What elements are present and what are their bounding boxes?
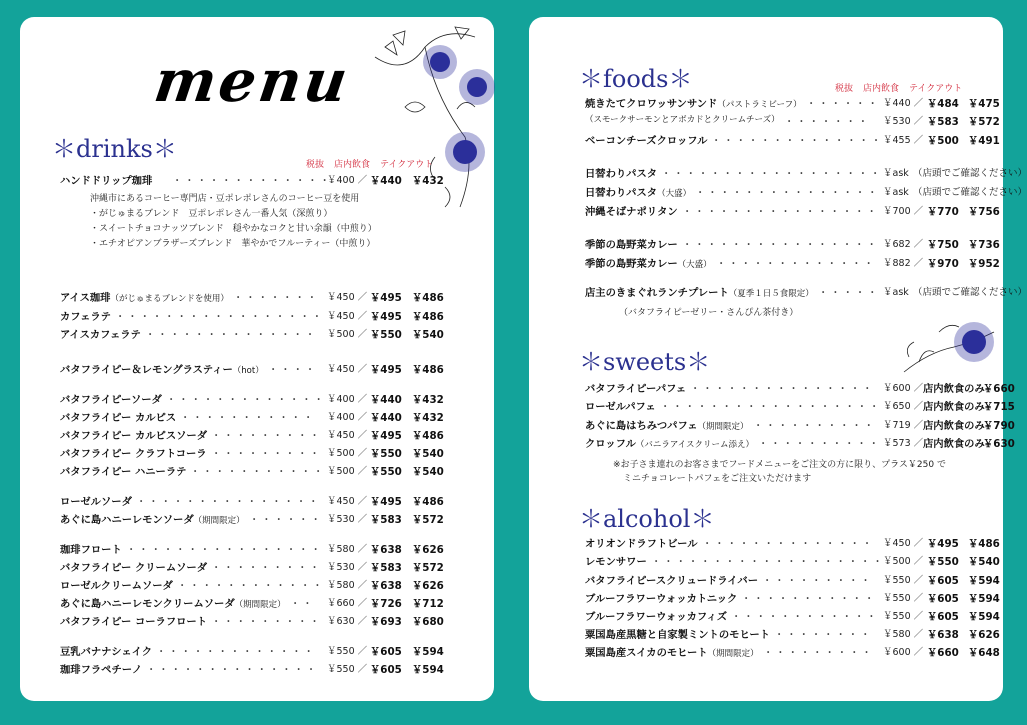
hand-drip-description: 沖縄市にあるコーヒー専門店・豆ポレポレさんのコーヒー豆を使用 ・がじゅまるブレンド 豆ポレポレさん一番人気（深煎り） ・スイートチョコナッツブレンド 穏やかなコクと甘い余韻（中煎り） ・エチオピアンブラザーズブレンド 華やかでフルーティー（中煎り） [90,194,377,249]
price-1: ￥450 ／ [883,538,924,549]
price-1: ￥550 ／ [883,593,924,604]
leader-dots: ・・・・・・・・・・・・・・ [145,329,318,341]
menu-item [585,95,1015,111]
drinks-heading: ＊drinks＊ [52,135,177,163]
price-3: ￥572 [412,562,444,574]
price-1: ￥ask [883,287,909,298]
leader-dots: ・・・・・・・・・ [762,575,873,587]
item-name: 珈琲フラペチーノ [60,664,143,676]
price-1: ￥719 ／ [883,420,924,431]
price-1: ￥530 ／ [327,514,368,525]
price-2: ￥550 [370,448,402,460]
price-3: ￥594 [968,611,1000,623]
price-2: ￥605 [927,575,959,587]
price-3: ￥626 [412,580,444,592]
price-3: ￥715 [983,401,1015,413]
price-1: ￥400 ／ [327,412,368,423]
item-name: 珈琲フロート [60,544,122,556]
menu-item [60,463,490,479]
item-name: バタフライピーパフェ [585,383,687,395]
menu-item [60,308,490,324]
leader-dots: ・・・・・・・・・・ [753,420,876,432]
item-note: （hot） [232,366,264,376]
leader-dots: ・・・・・・・・・・・・・・・・・・ [661,168,883,180]
leader-dots: ・・・・・・・・・・・・・・・・・・・ [651,556,885,568]
price-2: ￥726 [370,598,402,610]
menu-item [60,643,490,659]
price-column-headers: 税抜 店内飲食 テイクアウト [835,84,963,94]
item-note: （パストラミビーフ） [717,100,802,110]
menu-item [60,661,490,677]
leader-dots: ・・・・・・・ [784,116,871,128]
leader-dots: ・・・・・・・・・・・・・・・・ [682,206,879,218]
item-name: バタフライピースクリュードライバー [585,575,758,587]
price-1: ￥450 ／ [327,292,368,303]
menu-item [585,626,1015,642]
price-1: ￥573 ／ [883,438,924,449]
price-2: ￥638 [927,629,959,641]
alcohol-heading: ＊alcohol＊ [579,505,715,533]
price-1: ￥600 ／ [883,383,924,394]
price-1: ￥600 ／ [883,647,924,658]
price-2: 店内飲食のみ [923,438,985,450]
leader-dots: ・・・・・・・・・・・・・・・・・ [115,311,325,323]
menu-item [60,391,490,407]
leader-dots: ・・・・・・・・・・・・・・・ [690,383,875,395]
price-3: ￥432 [412,412,444,424]
price-1: ￥500 ／ [327,466,368,477]
item-name: レモンサワー [585,556,647,568]
menu-item [585,284,1027,300]
menu-item [60,361,490,377]
price-1: ￥500 ／ [327,329,368,340]
item-note: （がじゅまるブレンドを使用） [110,294,229,304]
leader-dots: ・・・・・・・・・・・ [741,593,877,605]
item-note: （大盛） [677,260,712,270]
item-name: アイスカフェラテ [60,329,141,341]
price-2: ￥440 [370,412,402,424]
leader-dots: ・・・・・・ [249,514,323,526]
price-2: ￥550 [370,466,402,478]
sweets-heading: ＊sweets＊ [579,348,711,376]
price-3: ￥572 [412,514,444,526]
item-name: 粟国島産スイカのモヒート（期間限定） [585,647,759,659]
item-name: 沖縄そばナポリタン [585,206,678,218]
leader-dots: ・・・・・ [818,287,880,299]
item-name: オリオンドラフトビール [585,538,698,550]
item-note: （スモークサーモンとアボカドとクリームチーズ） [585,115,780,125]
price-1: ￥440 ／ [883,98,924,109]
item-name: ブルーフラワーウォッカフィズ [585,611,727,623]
leader-dots: ・・・・・・・・・・ [758,438,881,450]
leader-dots: ・・・・・・・・・ [211,448,322,460]
menu-item [60,595,490,611]
price-2: ￥660 [927,647,959,659]
leader-dots: ・・・・・・・・・・・・ [731,611,879,623]
price-2: ￥693 [370,616,402,628]
price-3: ￥594 [412,646,444,658]
price-3: ￥486 [412,364,444,376]
price-3: ￥572 [968,116,1000,128]
price-3: ￥594 [968,593,1000,605]
price-2: ￥605 [927,611,959,623]
price-1: ￥650 ／ [883,401,924,412]
price-2: 店内飲食のみ [923,383,985,395]
price-2: ￥440 [370,394,402,406]
menu-item-hand-drip: ハンドドリップ珈琲 ・・・・・・・・・・・・・ ￥400 ／ ￥440 ￥432 [60,175,444,187]
price-1: ￥550 ／ [883,575,924,586]
sweets-kids-note: ※お子さま連れのお客さまでフードメニューをご注文の方に限り、プラス￥250 で ミニチョコレートパフェをご注文いただけます [613,460,946,484]
price-2: ￥550 [370,329,402,341]
menu-item [60,511,490,527]
price-1: ￥700 ／ [883,206,924,217]
price-2: ￥495 [370,430,402,442]
menu-item [585,184,1027,200]
item-name: あぐに島ハニーレモンクリームソーダ（期間限定） [60,598,286,610]
price-1: ￥580 ／ [327,580,368,591]
item-name: バタフライピー クラフトコーラ [60,448,207,460]
price-1: ￥ask [883,187,909,198]
item-name: ブルーフラワーウォッカトニック [585,593,738,605]
price-3: （店頭でご確認ください） [913,187,1027,198]
leader-dots: ・・・・・・・・・・・・・・ [711,135,884,147]
leader-dots: ・・・・・・・・・・・・・・・・ [126,544,323,556]
item-name: カフェラテ [60,311,111,323]
price-3: ￥660 [983,383,1015,395]
price-1: ￥450 ／ [327,496,368,507]
price-2: ￥605 [927,593,959,605]
price-1: ￥580 ／ [883,629,924,640]
price-1: ￥455 ／ [883,135,924,146]
menu-item [585,132,1015,148]
menu-item [60,541,490,557]
butterfly-pea-flower-illustration [899,302,999,382]
price-3: ￥540 [412,448,444,460]
leader-dots: ・・・・・・・・・・・ [180,412,316,424]
price-2: ￥583 [927,116,959,128]
menu-item [60,577,490,593]
price-1: ￥580 ／ [327,544,368,555]
item-note: （期間限定） [707,649,759,659]
menu-item [585,590,1015,606]
leader-dots: ・・・・・・・・・・・ [190,466,326,478]
price-2: ￥495 [370,364,402,376]
price-3: ￥630 [983,438,1015,450]
price-2: ￥495 [370,311,402,323]
item-note: （大盛） [657,189,692,199]
leader-dots: ・・・・・・ [806,98,880,110]
foods-page [529,17,1027,701]
item-note: （期間限定） [697,422,749,432]
leader-dots: ・・・・・・・・・・・・・ [156,646,316,658]
price-3: （店頭でご確認ください） [913,168,1027,179]
leader-dots: ・・・・・・・・・・・・・・・ [136,496,321,508]
item-name: ローゼルソーダ [60,496,132,508]
item-name: バタフライピー ハニーラテ [60,466,187,478]
item-name: バタフライピー カルピスソーダ [60,430,208,442]
menu-item [585,608,1015,624]
item-name: 焼きたてクロワッサンサンド（パストラミビーフ） [585,98,802,110]
price-1: ￥550 ／ [883,611,924,622]
menu-item [585,165,1027,181]
menu-item [585,553,1015,569]
price-1: ￥682 ／ [883,239,924,250]
item-name: 日替わりパスタ（大盛） [585,187,692,199]
leader-dots: ・・・・・・・・ [774,629,873,641]
price-1: ￥882 ／ [883,258,924,269]
price-2: ￥484 [927,98,959,110]
price-2: ￥638 [370,580,402,592]
price-2: ￥605 [370,664,402,676]
price-3: （店頭でご確認ください） [913,287,1027,298]
price-3: ￥475 [968,98,1000,110]
item-name: 季節の島野菜カレー（大盛） [585,258,712,270]
price-1: ￥550 ／ [327,664,368,675]
leader-dots: ・・・・・・・・・ [763,647,874,659]
item-name: 豆乳バナナシェイク [60,646,153,658]
leader-dots: ・・・・・・・・・ [211,616,322,628]
price-1: ￥550 ／ [327,646,368,657]
price-3: ￥648 [968,647,1000,659]
price-3: ￥790 [983,420,1015,432]
item-name: ローゼルパフェ [585,401,656,413]
item-note: （期間限定） [193,516,245,526]
price-2: ￥750 [927,239,959,251]
price-3: ￥486 [412,496,444,508]
item-name: 日替わりパスタ [585,168,658,180]
item-name: 店主のきまぐれランチプレート（夏季１日５食限定） [585,287,814,299]
price-2: ￥638 [370,544,402,556]
menu-item [585,236,1015,252]
price-3: ￥680 [412,616,444,628]
price-1: ￥660 ／ [327,598,368,609]
price-3: ￥432 [412,394,444,406]
price-1: ￥400 ／ [327,394,368,405]
menu-item [60,427,490,443]
foods-heading: ＊foods＊ [579,65,693,93]
menu-item [585,644,1015,660]
price-3: ￥540 [412,466,444,478]
item-name: バタフライピー コーラフロート [60,616,208,628]
price-1: ￥530 ／ [883,116,924,127]
menu-item [60,559,490,575]
menu-item [585,203,1015,219]
menu-item [585,398,1015,414]
menu-item [60,289,490,305]
price-3: ￥594 [968,575,1000,587]
price-3: ￥626 [968,629,1000,641]
leader-dots: ・・ [290,598,315,610]
item-name: あぐに島ハニーレモンソーダ（期間限定） [60,514,245,526]
menu-title: menu [150,47,355,115]
leader-dots: ・・・・・・・・・・・・ [177,580,325,592]
leader-dots: ・・・・・・・・・・・・・・ [702,538,875,550]
item-name: あぐに島はちみつパフェ（期間限定） [585,420,749,432]
item-name: バタフライピー カルピス [60,412,177,424]
price-3: ￥540 [412,329,444,341]
menu-item [60,326,490,342]
price-2: ￥583 [370,562,402,574]
item-name: ローゼルクリームソーダ [60,580,173,592]
price-3: ￥486 [412,430,444,442]
item-name: バタフライピー＆レモングラスティー（hot） [60,364,264,376]
price-1: ￥530 ／ [327,562,368,573]
price-2: 店内飲食のみ [923,401,985,413]
price-3: ￥486 [968,538,1000,550]
item-note: （夏季１日５食限定） [728,289,814,299]
price-2: ￥495 [370,292,402,304]
price-2: ￥495 [927,538,959,550]
drinks-page [20,17,494,701]
price-3: ￥626 [412,544,444,556]
item-name: 粟国島産黒糖と自家製ミントのモヒート [585,629,770,641]
item-name [585,113,780,125]
price-3: ￥756 [968,206,1000,218]
price-1: ￥500 ／ [883,556,924,567]
price-2: ￥550 [927,556,959,568]
item-name: バタフライピーソーダ [60,394,162,406]
leader-dots: ・・・・・・・ [233,292,320,304]
item-name: バタフライピー クリームソーダ [60,562,208,574]
price-2: ￥495 [370,496,402,508]
menu-item [60,493,490,509]
menu-item [585,255,1015,271]
price-1: ￥500 ／ [327,448,368,459]
item-name: クロッフル（バニラアイスクリーム添え） [585,438,755,450]
leader-dots: ・・・・・・・・・・・・・・・・・・ [660,401,882,413]
price-3: ￥486 [412,311,444,323]
menu-item [60,409,490,425]
price-3: ￥594 [412,664,444,676]
menu-item [585,113,1015,129]
price-3: ￥491 [968,135,1000,147]
leader-dots: ・・・・・・・・・ [211,430,322,442]
price-3: ￥486 [412,292,444,304]
leader-dots: ・・・・・・・・・ [211,562,322,574]
item-note: （バニラアイスクリーム添え） [635,440,755,450]
leader-dots: ・・・・・・・・・・・・・・・ [695,187,880,199]
price-2: ￥970 [927,258,959,270]
price-2: 店内飲食のみ [923,420,985,432]
item-name: ベーコンチーズクロッフル [585,135,708,147]
price-2: ￥770 [927,206,959,218]
menu-item [585,417,1015,433]
price-2: ￥583 [370,514,402,526]
leader-dots: ・・・・・・・・・・・・・・ [146,664,319,676]
price-1: ￥ask [883,168,909,179]
leader-dots: ・・・・ [268,364,318,376]
menu-item [60,613,490,629]
price-1: ￥630 ／ [327,616,368,627]
price-column-headers: 税抜 店内飲食 テイクアウト [306,160,434,170]
leader-dots: ・・・・・・・・・・・・・・・・ [682,239,879,251]
item-name: アイス珈琲（がじゅまるブレンドを使用） [60,292,229,304]
price-1: ￥450 ／ [327,311,368,322]
price-1: ￥450 ／ [327,364,368,375]
price-2: ￥605 [370,646,402,658]
price-1: ￥450 ／ [327,430,368,441]
menu-item [585,572,1015,588]
item-name: 季節の島野菜カレー [585,239,678,251]
leader-dots: ・・・・・・・・・・・・・ [166,394,326,406]
leader-dots: ・・・・・・・・・・・・・ [716,258,876,270]
price-3: ￥952 [968,258,1000,270]
price-2: ￥500 [927,135,959,147]
price-3: ￥736 [968,239,1000,251]
price-3: ￥540 [968,556,1000,568]
menu-item [60,445,490,461]
menu-item [585,535,1015,551]
item-note: （期間限定） [234,600,286,610]
lunch-plate-note: （バタフライピーゼリー・さんぴん茶付き） [619,308,799,318]
price-3: ￥712 [412,598,444,610]
menu-item [585,380,1015,396]
menu-item [585,435,1015,451]
